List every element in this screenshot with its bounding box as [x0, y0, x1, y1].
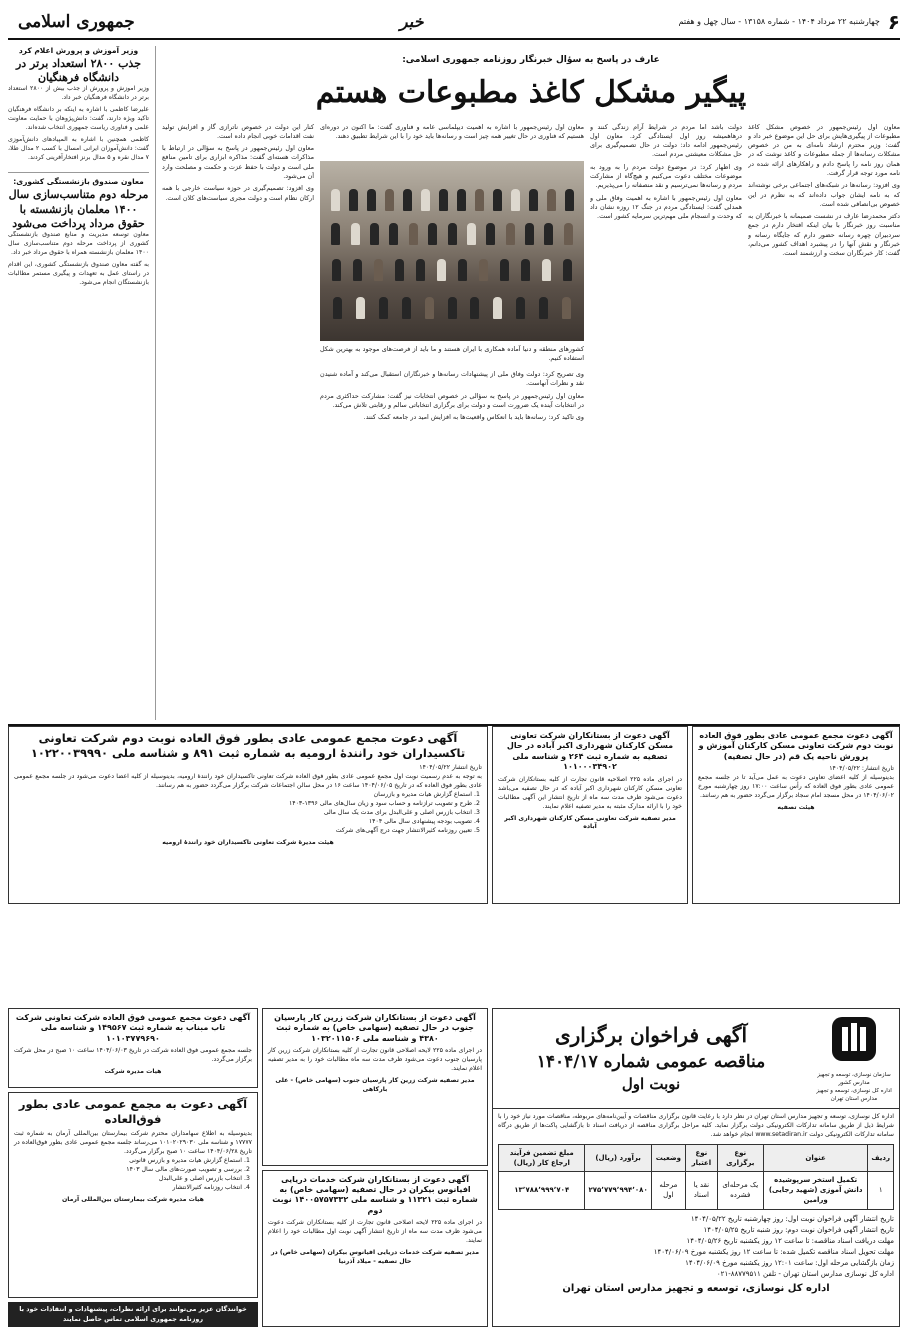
- ad-date: تاریخ انتشار: ۱۴۰۴/۰۵/۲۲: [829, 765, 894, 773]
- paragraph: وزیر آموزش و پرورش از جذب بیش از ۲۸۰۰ استعداد برتر در دانشگاه فرهنگیان خبر داد.: [8, 85, 149, 102]
- tender-table: [498, 1144, 894, 1210]
- agenda-item: 4. انتخاب روزنامه کثیرالانتشار: [14, 1184, 242, 1193]
- paragraph: معاون اول رئیس‌جمهور با اشاره به اهمیت وفاق ملی و همدلی گفت: ایستادگی مردم در جنگ ۱۲ روزه نشان داد که وحدت و انسجام ملی مهم‌ترین سرمایه کشور است.: [590, 193, 742, 221]
- paragraph: وی افزود: تصمیم‌گیری در حوزه سیاست خارجی با همه ارکان نظام است و دولت مجری سیاست‌های کلان است.: [162, 184, 314, 202]
- ad-body: در اجرای ماده ۲۲۵ لایحه اصلاحی قانون تجارت از کلیه بستانکاران شرکت دعوت می‌شود ظرف مدت سه ماه از تاریخ انتشار آگهی نوبت اول مطالبات خود را اعلام نمایند.: [268, 1219, 482, 1245]
- ad-body: به توجه به عدم رسمیت نوبت اول مجمع عمومی عادی بطور فوق العاده شرکت تعاونی تاکسیداران خود رانندۀ ارومیه، بدینوسیله از کلیه اعضا دعوت می‌شود در جلسه مجمع عمومی عادی بطور فوق العاده که در تاریخ ۱۴۰۴/۰۶/۰۵ ساعت ۱۶ در محل سالن اجتماعات شرکت برگزار می‌گردد حضور به هم رسانند.: [14, 772, 482, 789]
- paragraph: وی اظهار کرد: در موضوع دولت مردم را به ورود به موضوعات مختلف دعوت می‌کنیم و هیچ‌گاه از مشارکت مردم و رسانه‌ها نمی‌ترسیم و نقد منصفانه را می‌پذیریم.: [590, 162, 742, 190]
- story-column-4: [162, 123, 314, 720]
- agenda-item: 2. بررسی و تصویب صورت‌های مالی سال ۱۴۰۳: [14, 1166, 242, 1175]
- tender-notice: [492, 1008, 900, 1327]
- ad-title: آگهی دعوت از بستانکاران شرکت زرین کار پارسیان جنوب در حال تصفیه (سهامی خاص) به شماره ثبت ۴۳۸۰ و شناسه ملی ۱۰۳۲۰۱۱۵۰۶: [274, 1013, 476, 1043]
- masthead-info: [679, 8, 900, 37]
- ad-signature: هیئت مدیرۀ شرکت تعاونی تاکسیداران خود رانندۀ ارومیه: [162, 838, 334, 846]
- paragraph: معاون اول رئیس‌جمهور در پاسخ به سؤالی در ارتباط با مذاکرات هسته‌ای گفت: مذاکره ابزاری برای تامین منافع ملی است و دولت با حفظ عزت و حکمت و مصلحت وارد آن می‌شود.: [162, 144, 314, 180]
- side-story-pension: [8, 172, 149, 291]
- newspaper-brand: جمهوری اسلامی: [18, 11, 135, 32]
- tender-title-2: مناقصه عمومی شماره ۱۴۰۴/۱۷: [536, 1051, 766, 1072]
- ad-body: جلسه مجمع عمومی فوق العاده شرکت در تاریخ ۱۴۰۴/۰۶/۰۳ ساعت ۱۰ صبح در محل شرکت برگزار می‌گردد.: [14, 1047, 252, 1064]
- paragraph: وی تصریح کرد: دولت وفاق ملی از پیشنهادات رسانه‌ها و خبرنگاران استقبال می‌کند و آماده شنیدن نقد و نظرات آنهاست.: [320, 370, 584, 388]
- tender-dates: [498, 1214, 894, 1280]
- lower-left-ads: [8, 1008, 258, 1327]
- table-header: نوع اعتبار: [686, 1144, 718, 1171]
- tender-titles: [497, 1021, 805, 1096]
- ad-body: در اجرای ماده ۲۲۵ اصلاحیه قانون تجارت از کلیه بستانکاران شرکت تعاونی مسکن کارکنان شهرداری اکبر آباده که در حال تصفیه می‌باشد دعوت می‌شود ظرف مدت سه ماه از تاریخ انتشار این آگهی مطالبات خود را با ارائه مدارک مثبته به مدیر تصفیه اعلام نمایند.: [498, 775, 682, 810]
- paragraph: کاظمی همچنین با اشاره به المپیادهای دانش‌آموزی گفت: دانش‌آموزان ایرانی امسال با کسب ۲ مدال طلا، ۷ مدال نقره و ۵ مدال برنز افتخارآفرینی کردند.: [8, 136, 149, 162]
- table-header: وضعیت: [651, 1144, 685, 1171]
- paragraph: وی افزود: رسانه‌ها در شبکه‌های اجتماعی برخی نوشته‌اند که به نامه ایشان جواب داده‌اند که به نظرم در این خصوص بی‌انصافی شده است.: [748, 181, 900, 208]
- ad-zarrin-kar: [262, 1008, 488, 1166]
- school-emblem-icon: [828, 1013, 880, 1065]
- page-number: ۶: [887, 9, 900, 34]
- masthead: [8, 6, 900, 40]
- table-cell: ۲۷۵٬۷۷۹٬۹۹۴٬۰۸۰: [585, 1172, 651, 1209]
- section-label: خبر: [399, 12, 424, 32]
- agenda-item: 3. انتخاب بازرس اصلی و علی‌البدل: [14, 1175, 242, 1184]
- main-kicker: عارف در پاسخ به سؤال خبرنگار روزنامه جمهوری اسلامی:: [402, 55, 660, 65]
- paragraph: معاون اول رئیس‌جمهور در خصوص مشکل کاغذ مطبوعات از پیگیری‌هایش برای حل این موضوع خبر داد و گفت: وزیر محترم ارشاد نامه‌ای به من در خصوص مشکلات رسانه‌ها از جمله مطبوعات و کاغذ نوشت که در همان روز نامه را پاسخ دادم و راهکارهای ارائه شده در نامه مورد توجه قرار گرفت.: [748, 122, 900, 177]
- main-story: [162, 46, 900, 720]
- under-photo-text: [320, 370, 584, 720]
- side-kicker: معاون صندوق بازنشستگی کشوری:: [13, 177, 144, 187]
- ad-title: آگهی دعوت مجمع عمومی فوق العاده شرکت تعاونی شرکت تاب مبناب به شماره ثبت ۱۴۹۵۶۷ و شناسه ملی ۱۰۱۰۳۷۷۹۶۹۰: [15, 1013, 251, 1043]
- ad-title: آگهی دعوت مجمع عمومی عادی بطور فوق العاده نوبت دوم شرکت تعاونی تاکسیداران خود رانندۀ ارومیه به شماره ثبت ۸۹۱ و شناسه ملی ۱۰۲۲۰۰۳۹۹۹۰: [30, 731, 466, 760]
- ad-signature: مدیر تصفیه شرکت زرین کار پارسیان جنوب (سهامی خاص) - علی بارکاهی: [275, 1077, 475, 1094]
- story-column-1: [748, 123, 900, 720]
- ad-tab-mabnab: [8, 1008, 258, 1088]
- tender-title-3: نوبت اول: [621, 1075, 681, 1094]
- ad-date: تاریخ انتشار ۱۴۰۴/۰۵/۲۲: [419, 763, 482, 771]
- agenda-item: 1. استماع گزارش هیات مدیره و بازرسان: [14, 791, 472, 800]
- tender-date: تاریخ انتشار آگهی فراخوان نوبت دوم: روز شنبه تاریخ ۱۴۰۴/۰۵/۲۵: [703, 1225, 894, 1234]
- paragraph: دولت باشد اما مردم در شرایط آرام زندگی کنند و درهاهمیشه روز اول ایستادگی کرد. معاون اول رئیس‌جمهور ادامه داد: دولت در حال تصمیم‌گیری برای حل مشکلات معیشتی مردم است.: [590, 122, 742, 159]
- ad-agenda: [14, 1157, 252, 1193]
- ad-arman-hospital: [8, 1092, 258, 1298]
- tender-date: اداره کل نوسازی مدارس استان تهران - تلفن ۸۸۷۷۹۵۱۱-۰۲۱: [716, 1270, 894, 1279]
- tender-title-1: آگهی فراخوان برگزاری: [554, 1022, 747, 1047]
- paragraph: معاون اول رئیس‌جمهور با اشاره به اهمیت دیپلماسی عامه و فناوری گفت: ما اکنون در دوره‌ای هستیم که فناوری در حال تغییر همه چیز است و رسانه‌ها باید خود را با این شرایط تطبیق دهند.: [320, 122, 584, 140]
- paragraph: علیرضا کاظمی با اشاره به اینکه بر دانشگاه فرهنگیان تاکید ویژه دارند، گفت: دانش‌پژوهان با حمایت معاونت علمی و فناوری ریاست جمهوری انتخاب شده‌اند.: [8, 106, 149, 132]
- side-story-education: [8, 46, 149, 166]
- table-cell: ۱: [868, 1172, 894, 1209]
- agenda-item: 4. تصویب بودجه پیشنهادی سال مالی ۱۴۰۴: [14, 818, 472, 827]
- ad-taxi-coop: [8, 726, 488, 904]
- ad-signature: هیات مدیره شرکت بیمارستان بین‌المللی آرمان: [62, 1195, 204, 1203]
- lower-middle-ads: [262, 1008, 488, 1327]
- table-header: نوع برگزاری: [717, 1144, 763, 1171]
- story-columns: [162, 123, 900, 720]
- ad-agenda: [14, 791, 482, 836]
- ad-signature: مدیر تصفیه شرکت تعاونی مسکن کارکنان شهرداری اکبر آباده: [504, 814, 676, 831]
- paragraph: دکتر محمدرضا عارف در نشست صمیمانه با خبرنگاران به مناسبت روز خبرنگار با بیان اینکه افتخار دارم در جمع سردبیران چهره رسانه حضور دارم که جایگاه رسانه و خبرنگار و نقش آنها را در پیشبرد اهداف کشور می‌دانم، گفت: کار خبرنگاران سخت و ارزشمند است.: [748, 212, 900, 258]
- ad-housing-coop-creditors: [492, 726, 688, 904]
- side-headline: مرحله دوم متناسب‌سازی سال ۱۴۰۰ معلمان بازنشسته با حقوق مرداد پرداخت می‌شود: [8, 188, 149, 230]
- table-cell: یک مرحله‌ای فشرده: [717, 1172, 763, 1209]
- top-section: [8, 46, 900, 720]
- date-line: چهارشنبه ۲۲ مرداد ۱۴۰۴ - شماره ۱۳۱۵۸ - سال چهل و هفتم: [678, 17, 880, 27]
- tender-date: مهلت دریافت اسناد مناقصه: تا ساعت ۱۲ روز یکشنبه تاریخ ۱۴۰۴/۰۵/۲۶: [686, 1236, 894, 1245]
- tender-signature: اداره کل نوسازی، توسعه و تجهیز مدارس استان تهران: [562, 1283, 830, 1295]
- side-kicker: وزیر آموزش و پرورش اعلام کرد: [18, 46, 139, 55]
- caption: کشورهای منطقه و دنیا آماده همکاری با ایران هستند و ما باید از فرصت‌های موجود به بهترین شکل استفاده کنیم.: [320, 344, 584, 362]
- ad-signature: هیئت تصفیه: [777, 804, 815, 812]
- ad-oceanic-marine: [262, 1170, 488, 1328]
- tender-date: زمان بازگشایی مرحله اول: ساعت ۱۲:۰۱ روز یکشنبه مورخ ۱۴۰۴/۰۶/۰۹: [685, 1259, 894, 1268]
- table-cell: تکمیل استخر سرپوشیده دانش آموزی (شهید رجایی) ورامین: [763, 1172, 868, 1209]
- ad-title: آگهی دعوت از بستانکاران شرکت تعاونی مسکن کارکنان شهرداری اکبر آباده در حال تصفیه به شماره ثبت ۲۶۴ و شناسه ملی ۱۰۱۰۰۰۳۴۹۰۲: [506, 731, 674, 772]
- lower-ads: [8, 1008, 900, 1327]
- side-story-body: [8, 85, 149, 166]
- org-name: سازمان نوسازی، توسعه و تجهیز مدارس کشور: [817, 1071, 891, 1086]
- ad-body: بدینوسیله به اطلاع سهامداران محترم شرکت بیمارستان بین‌المللی آرمان به شماره ثبت ۱۷۷۷۷ و شناسه ملی ۱۰۱۰۲۰۲۹۰۳۰ می‌رساند جلسه مجمع عمومی عادی بطور فوق‌العاده در تاریخ ۱۴۰۴/۰۶/۲۸ ساعت ۱۰ صبح برگزار می‌گردد.: [14, 1129, 252, 1155]
- side-column: [8, 46, 156, 720]
- ad-body: بدینوسیله از کلیه اعضای تعاونی دعوت به عمل می‌آید تا در جلسه مجمع عمومی عادی بطور فوق العاده که رأس ساعت ۱۷:۰۰ روز چهارشنبه مورخ ۱۴۰۴/۰۶/۰۲ در محل مسجد امام سجاد برگزار می‌گردد حضور به هم رسانند.: [698, 774, 894, 800]
- ad-title: آگهی دعوت به مجمع عمومی عادی بطور فوق‌العاده: [18, 1097, 248, 1126]
- paragraph: معاون اول رئیس‌جمهور در پاسخ به سؤالی در خصوص انتخابات نیز گفت: مشارکت حداکثری مردم در انتخابات آینده یک ضرورت است و دولت برای برگزاری انتخاباتی سالم و رقابتی تلاش می‌کند.: [320, 391, 584, 409]
- paragraph: معاون توسعه مدیریت و منابع صندوق بازنشستگی کشوری از پرداخت مرحله دوم متناسب‌سازی سال ۱۴۰۰ معلمان بازنشسته همراه با حقوق مرداد خبر داد.: [8, 231, 149, 257]
- paragraph: به گفته معاون صندوق بازنشستگی کشوری، این اقدام در راستای عمل به تعهدات و پیگیری مستمر مطالبات بازنشستگان انجام می‌شود.: [8, 261, 149, 287]
- org-logo: [813, 1013, 895, 1104]
- table-cell: ۱۳٬۷۸۸٬۹۹۹٬۷۰۴: [499, 1172, 585, 1209]
- story-column-2: [590, 123, 742, 720]
- table-header: عنوان: [763, 1144, 868, 1171]
- table-row: [499, 1172, 894, 1209]
- side-story-body: [8, 231, 149, 291]
- table-cell: نقد یا اسناد: [686, 1172, 718, 1209]
- ad-quran-teachers-coop: [692, 726, 900, 904]
- ad-title: آگهی دعوت از بستانکاران شرکت خدمات دریایی افیانوس بیکران در حال تصفیه (سهامی خاص) به شماره ثبت ۱۱۳۲۱ و شناسه ملی ۱۴۰۰۵۷۵۷۳۳۲ نوبت دوم: [272, 1174, 478, 1215]
- main-headline: پیگیر مشکل کاغذ مطبوعات هستم: [315, 75, 747, 111]
- table-header: مبلغ تضمین فرآیند ارجاع کار (ریال): [499, 1144, 585, 1171]
- group-photo: [320, 161, 584, 341]
- ad-signature: هیات مدیره شرکت: [104, 1068, 162, 1076]
- org-name-2: اداره کل نوسازی، توسعه و تجهیز مدارس استان تهران: [816, 1087, 892, 1102]
- reader-contact-box: خوانندگان عزیز می‌توانند برای ارائه نظرات، پیشنهادات و انتقادات خود با روزنامه جمهوری اسلامی تماس حاصل نمایند: [8, 1302, 258, 1327]
- paragraph: کنار این دولت در خصوص ناترازی گاز و افزایش تولید نفت اقدامات خوبی انجام داده است.: [162, 122, 314, 140]
- photo-caption: [320, 345, 584, 367]
- tender-date: تاریخ انتشار آگهی فراخوان نوبت اول: روز چهارشنبه تاریخ ۱۴۰۴/۰۵/۲۲: [690, 1214, 894, 1223]
- ad-title: آگهی دعوت مجمع عمومی عادی بطور فوق العاده نوبت دوم شرکت تعاونی مسکن کارکنان آموزش و پرورش ناحیه یک قم (در حال تصفیه): [698, 731, 894, 761]
- agenda-item: 5. تعیین روزنامه کثیرالانتشار جهت درج آگهی‌های شرکت: [14, 827, 472, 836]
- ad-body: در اجرای ماده ۲۲۵ لایحه اصلاحی قانون تجارت از کلیه بستانکاران شرکت زرین کار پارسیان جنوب دعوت می‌شود ظرف مدت سه ماه مطالبات خود را به مدیر تصفیه اعلام نمایند.: [268, 1047, 482, 1073]
- table-header: ردیف: [868, 1144, 894, 1171]
- agenda-item: 3. انتخاب بازرس اصلی و علی‌البدل برای مدت یک سال مالی: [14, 809, 472, 818]
- paragraph: وی تاکید کرد: رسانه‌ها باید با انعکاس واقعیت‌ها به افزایش امید در جامعه کمک کنند.: [363, 413, 584, 422]
- tender-date: مهلت تحویل اسناد مناقصه تکمیل شده: تا ساعت ۱۲ روز یکشنبه مورخ ۱۴۰۴/۰۶/۰۹: [653, 1247, 894, 1256]
- tender-body: اداره کل نوسازی، توسعه و تجهیز مدارس استان تهران در نظر دارد با رعایت قانون برگزاری مناقصات و آیین‌نامه‌های مربوطه، مناقصات مورد نیاز خود را با شرایط ذیل از طریق سامانه تدارکات الکترونیکی دولت برگزار نماید. کلیه مراحل برگزاری مناقصه از دریافت اسناد تا بازگشایی پاکت‌ها از طریق درگاه سامانه تدارکات الکترونیکی دولت www.setadiran.ir انجام خواهد شد.: [498, 1112, 894, 1138]
- ad-signature: مدیر تصفیه شرکت خدمات دریایی افیانوس بیکران (سهامی خاص) در حال تصفیه - میلاد آذرنیا: [270, 1249, 480, 1265]
- tender-header: [493, 1009, 899, 1109]
- side-headline: جذب ۲۸۰۰ استعداد برتر در دانشگاه فرهنگیان: [16, 56, 141, 85]
- agenda-item: 2. طرح و تصویب ترازنامه و حساب سود و زیان سال‌های مالی ۱۳۹۶-۱۴۰۳: [14, 800, 472, 809]
- agenda-item: 1. استماع گزارش هیات مدیره و بازرس قانونی: [14, 1157, 242, 1166]
- table-header: برآورد (ریال): [585, 1144, 651, 1171]
- story-column-3-top: [320, 123, 584, 157]
- photo-block: [320, 123, 584, 720]
- table-cell: مرحله اول: [651, 1172, 685, 1209]
